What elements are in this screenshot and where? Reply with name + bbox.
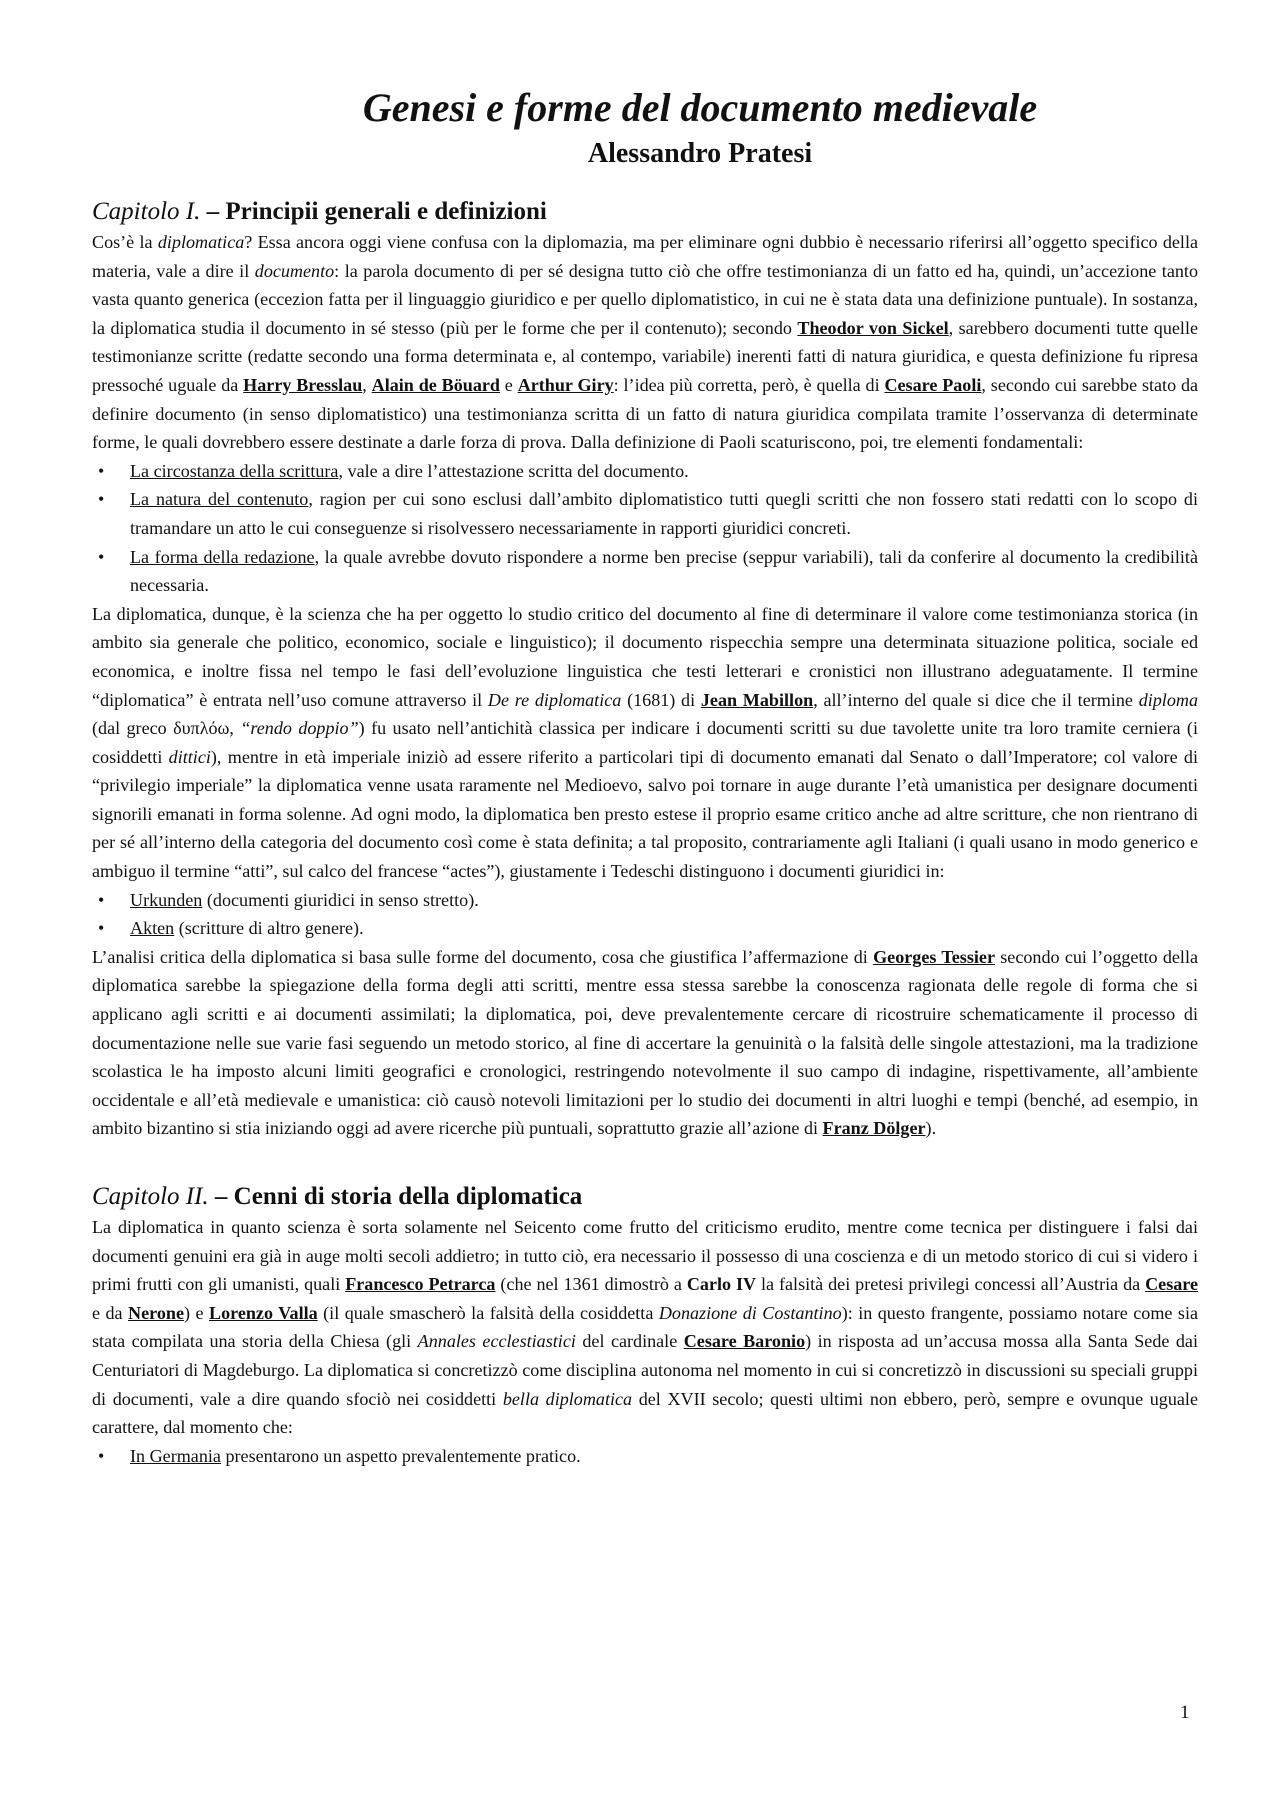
name-valla: Lorenzo Valla	[209, 1302, 318, 1323]
list-item	[92, 886, 1198, 915]
term-diplomatica: diplomatica	[157, 232, 245, 252]
text-run: ): in questo frangente, possiamo notare come sia stata compilata una storia della Chiesa (gli	[92, 1302, 1198, 1352]
list-item-text: , la quale avrebbe dovuto rispondere a norme ben precise (seppur variabili), tali da conferire al documento la credibilità necessaria.	[130, 546, 1198, 596]
text-run: (il quale smascherò la falsità della cosiddetta	[317, 1302, 659, 1323]
text-run: del XVII secolo; questi ultimi non ebbero, però, sempre e ovunque uguale carattere, dal momento che:	[92, 1388, 1198, 1438]
list-item-term: In Germania	[130, 1445, 221, 1466]
chapter-2-list-1	[92, 1442, 1198, 1471]
text-run: del cardinale	[575, 1331, 684, 1352]
text-run: ).	[925, 1118, 937, 1139]
name-baronio: Cesare Baronio	[683, 1331, 806, 1352]
text-run: L’analisi critica della diplomatica si basa sulle forme del documento, cosa che giustifica l’affermazione di	[92, 946, 874, 967]
text-run: la falsità dei pretesi privilegi concessi all’Austria da	[756, 1274, 1146, 1295]
text-run: ? Essa ancora oggi viene confusa con la diplomazia, ma per eliminare ogni dubbio è necessario riferirsi all’oggetto specifico della materia, vale a dire il	[92, 232, 1199, 281]
name-nerone: Nerone	[128, 1302, 184, 1323]
text-run: ) in risposta ad un’accusa mossa alla Santa Sede dai Centuriatori di Magdeburgo. La diplomatica si concretizzò come disciplina autonoma nel momento in cui si concretizzò in discussioni su speciali gruppi di documenti, vale a dire quando sfociò nei cosiddetti	[92, 1331, 1198, 1409]
text-run: : la parola documento di per sé designa tutto ciò che offre testimonianza di un fatto ed ha, quindi, un’accezione tanto vasta quanto generica (eccezion fatta per il linguaggio giuridico e per quello diplomatistico, in cui ne è stata data una definizione puntuale). In sostanza, la diplomatica studia il documento in sé stesso (più per le forme che per il contenuto); secondo	[92, 260, 1198, 338]
document-title: Genesi e forme del documento medievale	[362, 85, 1038, 130]
text-run: (che nel 1361 dimostrò a	[495, 1274, 687, 1295]
list-item	[92, 457, 1198, 486]
chapter-2-title: – Cenni di storia della diplomatica	[214, 1183, 583, 1210]
chapter-1-number: Capitolo I.	[92, 198, 201, 225]
chapter-1-paragraph-1	[92, 228, 1198, 457]
list-item	[92, 1442, 1198, 1471]
term-diploma: diploma	[1138, 689, 1198, 710]
text-run: e	[499, 374, 518, 395]
name-cesare: Cesare	[1145, 1274, 1199, 1295]
list-item-text: (documenti giuridici in senso stretto).	[202, 889, 479, 910]
chapter-1-paragraph-2	[92, 600, 1198, 886]
term-donazione: Donazione di Costantino	[658, 1302, 842, 1323]
chapter-1-paragraph-3	[92, 943, 1198, 1143]
text-run: ) e	[184, 1302, 209, 1323]
name-tessier: Georges Tessier	[873, 946, 995, 967]
document-page	[92, 82, 1198, 1470]
list-item-term: Akten	[130, 918, 175, 939]
list-item	[92, 914, 1198, 943]
text-run: , secondo cui sarebbe stato da definire documento (in senso diplomatistico) una testimonianza scritta di un fatto di natura giuridica compilata tramite l’osservanza di determinate forme, le quali dovrebbero essere destinate a darle forza di prova. Dalla definizione di Paoli scaturiscono, poi, tre elementi fondamentali:	[92, 374, 1199, 453]
list-item-term: La circostanza della scrittura	[130, 460, 339, 481]
term-dittici: dittici	[168, 746, 211, 767]
chapter-2-number: Capitolo II.	[92, 1183, 209, 1210]
name-paoli: Cesare Paoli	[884, 374, 982, 395]
list-item	[92, 485, 1198, 542]
name-sickel: Theodor von Sickel	[797, 317, 949, 338]
list-item	[92, 543, 1198, 600]
chapter-1-list-2	[92, 886, 1198, 943]
list-item-text: , ragion per cui sono esclusi dall’ambito diplomatistico tutti quegli scritti che non fossero stati redatti con lo scopo di tramandare un atto le cui conseguenze si risolvessero necessariamente in rapporti giuridici concreti.	[130, 489, 1198, 538]
name-mabillon: Jean Mabillon	[700, 689, 814, 710]
term-documento: documento	[254, 260, 335, 281]
chapter-1-heading	[92, 196, 1198, 228]
list-item-text: , vale a dire l’attestazione scritta del documento.	[338, 460, 689, 481]
text-run: ), mentre in età imperiale iniziò ad essere riferito a particolari tipi di documento emanati dal Senato o dall’Imperatore; col valore di “privilegio imperiale” la diplomatica venne usata raramente nel Medioevo, salvo poi tornare in auge durante l’età umanistica per designare documenti signorili emanati in forma solenne. Ad ogni modo, la diplomatica ben presto estese il proprio esame critico anche ad altre scritture, che non rientrano di per sé all’interno della categoria del documento così come è stata definita; a tal proposito, contrariamente agli Italiani (i quali usano in modo generico e ambiguo il termine “atti”, sul calco del francese “actes”), giustamente i Tedeschi distinguono i documenti giuridici in:	[92, 746, 1198, 882]
term-annales: Annales ecclestiastici	[417, 1331, 576, 1352]
text-run: ,	[362, 374, 372, 395]
chapter-1-list-1	[92, 457, 1198, 600]
text-run: secondo cui l’oggetto della diplomatica sarebbe la spiegazione della forma degli atti scritti, mentre essa stessa sarebbe la conoscenza ragionata delle regole di forma che si applicano agli scritti e ai documenti assimilati; la diplomatica, poi, deve prevalentemente cercare di ricostruire schematicamente il processo di documentazione nelle sue varie fasi seguendo un metodo storico, al fine di accertare la genuinità o la falsità delle singole attestazioni, ma la tradizione scolastica le ha imposto alcuni limiti geografici e cronologici, restringendo notevolmente il suo campo di indagine, rispettivamente, all’ambiente occidentale e all’età medievale e umanistica: ciò causò notevoli limitazioni per lo studio dei documenti in altri luoghi e tempi (benché, ad esempio, in ambito bizantino si stia iniziando oggi ad avere ricerche più puntuali, soprattutto grazie all’azione di	[92, 946, 1198, 1139]
text-run: , sarebbero documenti tutte quelle testimonianze scritte (redatte secondo una forma determinata e, al contempo, variabile) inerenti fatti di natura giuridica, e questa definizione fu ripresa pressoché uguale da	[92, 317, 1199, 395]
text-run: La diplomatica in quanto scienza è sorta solamente nel Seicento come frutto del criticismo erudito, mentre come tecnica per distinguere i falsi dai documenti genuini era già in auge molti secoli addietro; in tutto ciò, era necessario il possesso di una coscienza e di un metodo storico di cui si videro i primi frutti con gli umanisti, quali	[92, 1217, 1198, 1295]
name-carlo-iv: Carlo IV	[686, 1274, 757, 1295]
text-run: La diplomatica, dunque, è la scienza che ha per oggetto lo studio critico del documento al fine di determinare il valore come testimonianza storica (in ambito sia generale che politico, economico, sociale e linguistico); il documento rispecchia sempre una determinata situazione politica, sociale ed economica, e inoltre fissa nel tempo le fasi dell’evoluzione linguistica che testi letterari e cronistici non illustrano adeguatamente. Il termine “diplomatica” è entrata nell’uso comune attraverso il	[92, 603, 1198, 710]
chapter-1-title: – Principii generali e definizioni	[206, 198, 547, 225]
term-de-re-diplomatica: De re diplomatica	[487, 689, 622, 710]
name-bouard: Alain de Böuard	[371, 374, 500, 395]
text-run: e da	[92, 1302, 129, 1323]
text-run: : l’idea più corretta, però, è quella di	[613, 374, 885, 395]
chapter-2-heading	[92, 1181, 1198, 1213]
list-item-text: (scritture di altro genere).	[174, 918, 364, 939]
list-item-term: Urkunden	[130, 889, 203, 910]
page-number: 1	[1180, 1702, 1190, 1723]
name-giry: Arthur Giry	[517, 374, 614, 395]
text-run: ) fu usato nell’antichità classica per indicare i documenti scritti su due tavolette unite tra loro tramite cerniera (i cosiddetti	[92, 718, 1198, 767]
name-bresslau: Harry Bresslau	[243, 374, 363, 395]
term-bella-diplomatica: bella diplomatica	[502, 1388, 633, 1409]
term-rendo-doppio: “rendo doppio”	[240, 718, 359, 739]
list-item-term: La forma della redazione	[130, 546, 315, 567]
text-run: (dal greco δυπλόω,	[92, 718, 241, 739]
text-run: Cos’è la	[92, 232, 158, 252]
list-item-text: presentarono un aspetto prevalentemente pratico.	[220, 1445, 581, 1466]
name-dolger: Franz Dölger	[822, 1118, 926, 1139]
list-item-term: La natura del contenuto	[130, 489, 309, 510]
text-run: , all’interno del quale si dice che il termine	[813, 689, 1139, 710]
chapter-2-paragraph-1	[92, 1213, 1198, 1442]
document-author: Alessandro Pratesi	[587, 138, 813, 169]
name-petrarca: Francesco Petrarca	[345, 1274, 496, 1295]
text-run: (1681) di	[621, 689, 701, 710]
